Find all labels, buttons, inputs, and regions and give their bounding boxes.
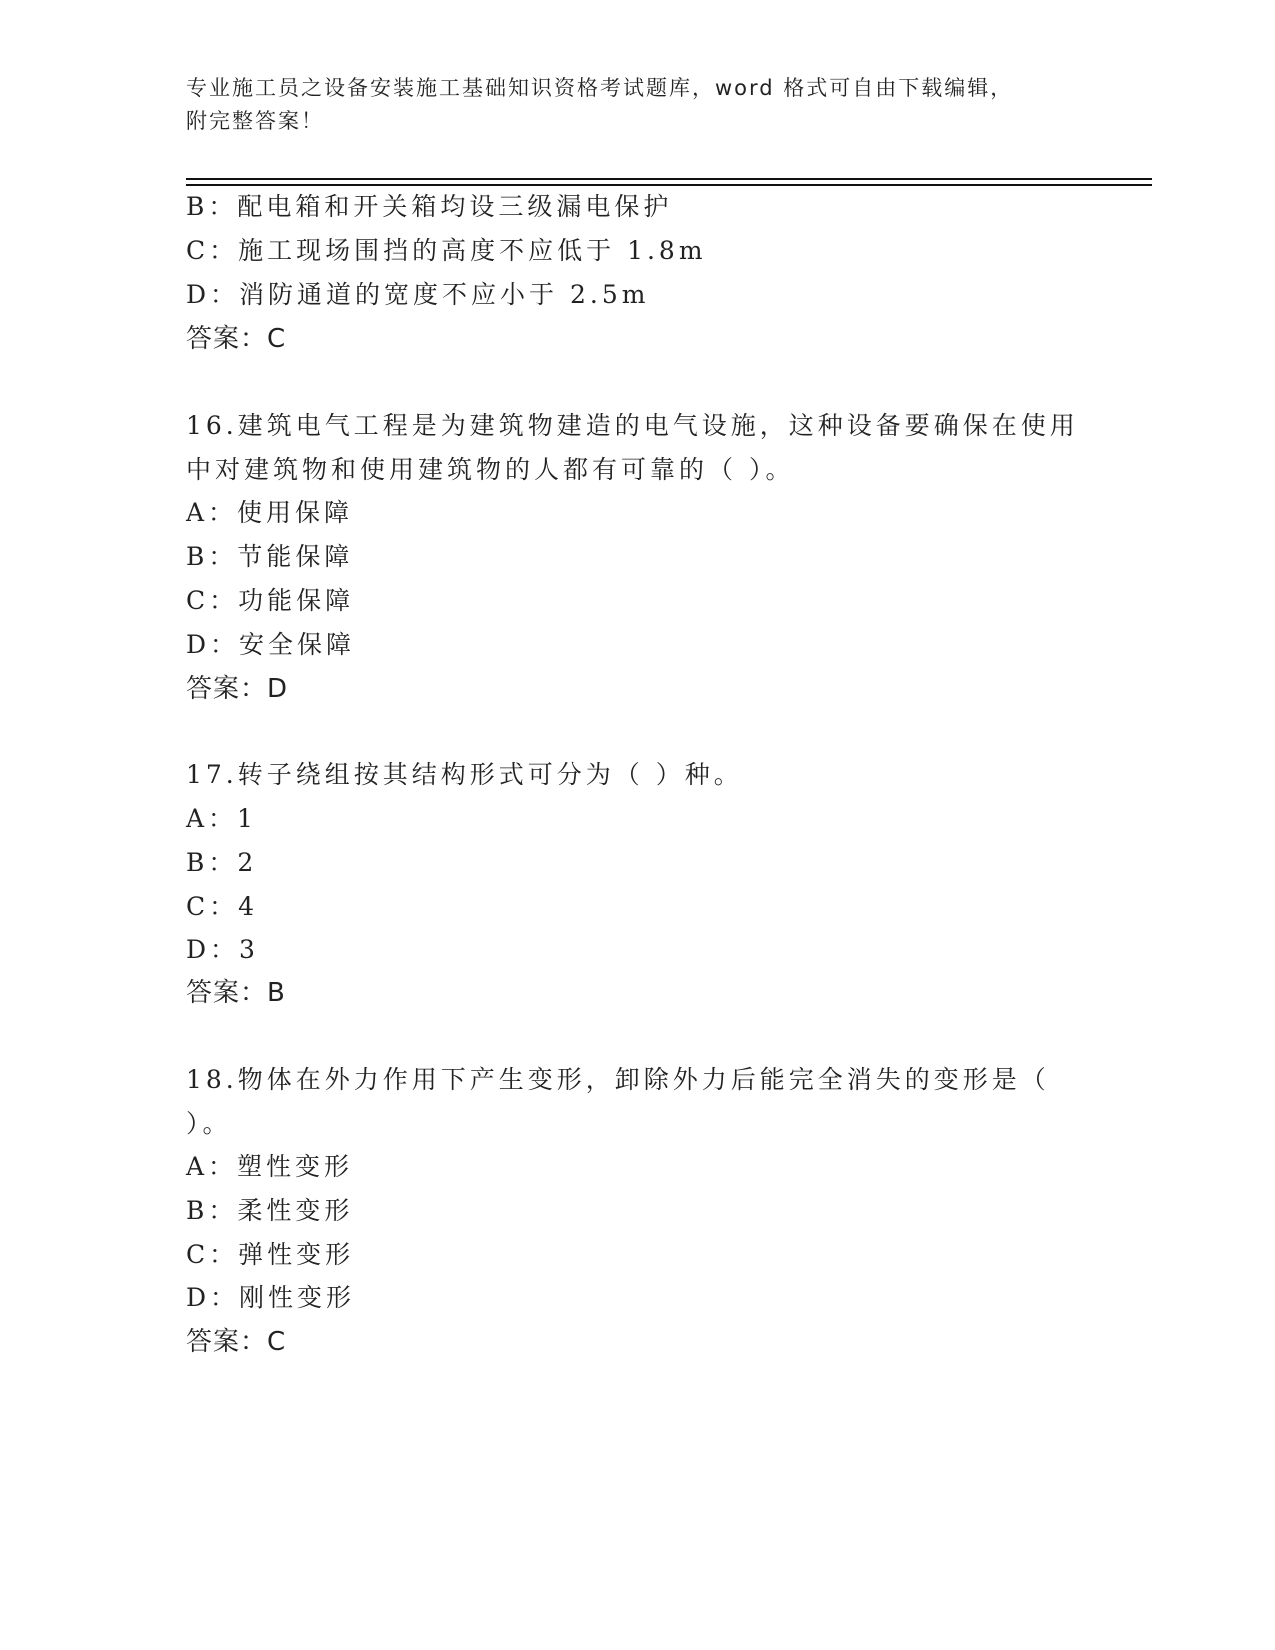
question-18-option-a: A：塑性变形 [186,1152,354,1181]
question-18-answer: 答案：C [186,1327,287,1357]
question-18-stem-line-1: 18.物体在外力作用下产生变形，卸除外力后能完全消失的变形是（ [186,1065,1050,1094]
question-18-option-b: B：柔性变形 [186,1196,354,1225]
question-16-stem-line-1: 16.建筑电气工程是为建筑物建造的电气设施，这种设备要确保在使用 [186,411,1079,440]
question-16-option-c: C：功能保障 [186,586,355,615]
answer: 答案：C [186,324,287,354]
question-16-option-d: D：安全保障 [186,630,356,659]
question-18-option-d: D：刚性变形 [186,1283,356,1312]
option-c: C：施工现场围挡的高度不应低于 1.8m [186,236,707,265]
question-16-option-b: B：节能保障 [186,542,354,571]
question-16-option-a: A：使用保障 [186,498,354,527]
header-divider-top [186,178,1152,180]
question-18-stem-line-2: ）。 [186,1109,232,1138]
question-16-stem-line-2: 中对建筑物和使用建筑物的人都有可靠的（ ）。 [186,455,795,484]
option-d: D：消防通道的宽度不应小于 2.5m [186,280,650,309]
question-18-option-c: C：弹性变形 [186,1240,355,1269]
question-17-stem-line-1: 17.转子绕组按其结构形式可分为（ ）种。 [186,760,743,789]
question-17-answer: 答案：B [186,978,286,1008]
header-divider-bottom [186,184,1152,186]
header-line-1: 专业施工员之设备安装施工基础知识资格考试题库，word 格式可自由下载编辑， [186,76,1014,100]
question-17-option-c: C：4 [186,892,259,921]
option-b: B：配电箱和开关箱均设三级漏电保护 [186,192,673,221]
question-17-option-d: D：3 [186,935,259,964]
document-header [186,72,1066,138]
header-line-2: 附完整答案！ [186,109,324,133]
question-16-answer: 答案：D [186,674,289,704]
question-17-option-b: B：2 [186,848,258,877]
question-17-option-a: A：1 [186,804,257,833]
